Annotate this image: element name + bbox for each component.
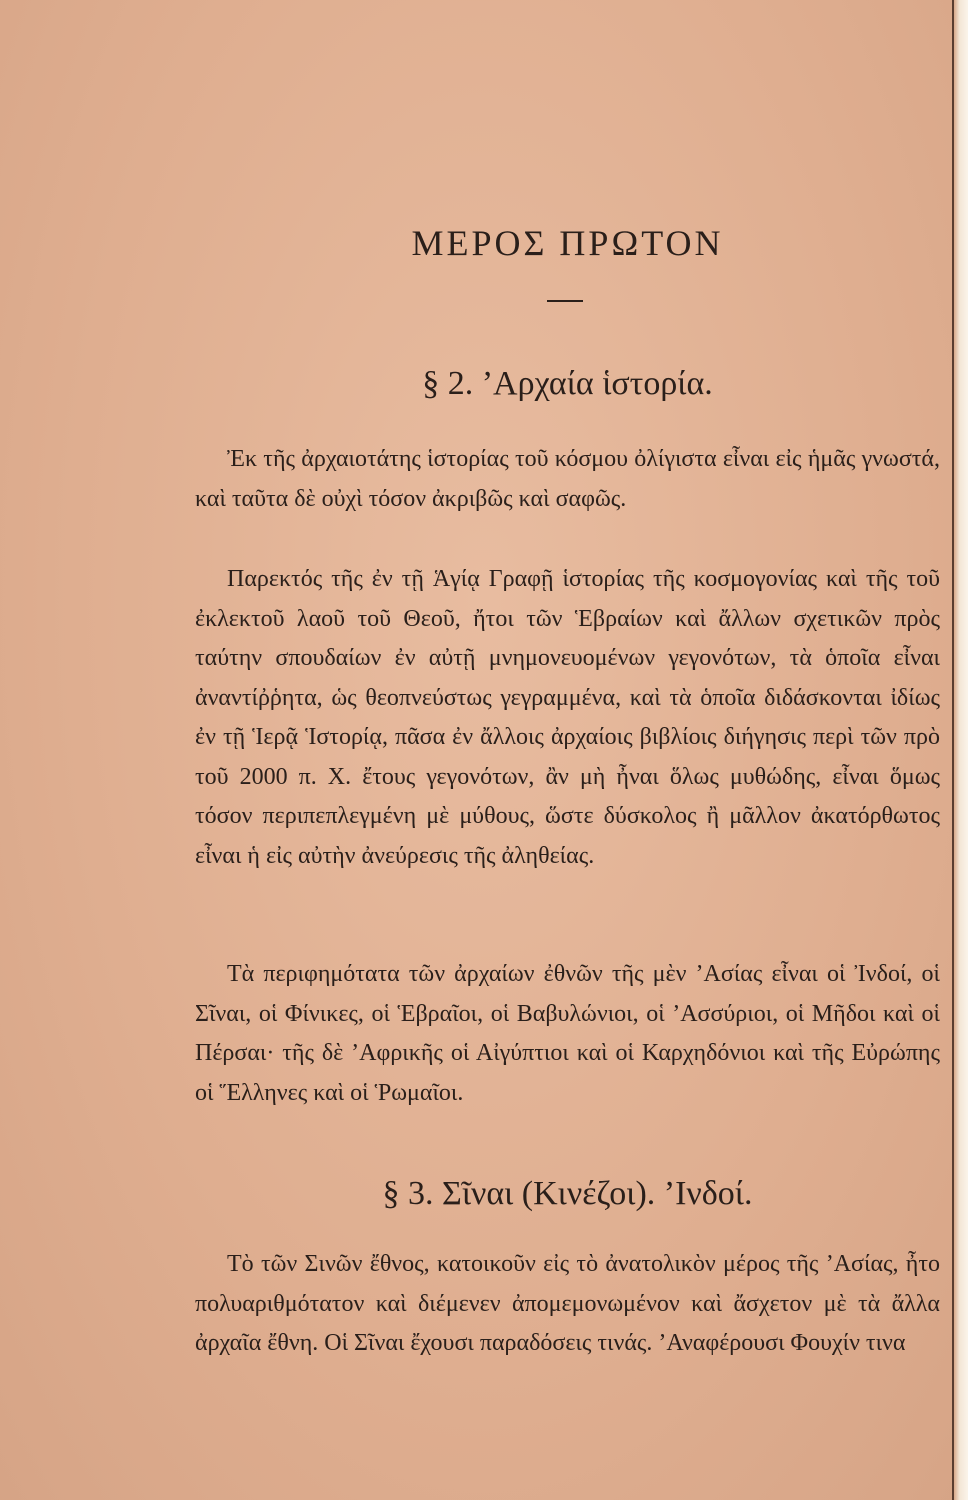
section-heading-2: § 2. ’Αρχαία ἱστορία.	[422, 365, 713, 402]
paragraph: Ἐκ τῆς ἀρχαιοτάτης ἱστορίας τοῦ κόσμου ὀλίγιστα εἶναι εἰς ἡμᾶς γνωστά, καὶ ταῦτα δὲ οὐχὶ τόσον ἀκριβῶς καὶ σαφῶς.	[195, 446, 940, 512]
page-edge	[952, 0, 968, 1500]
paragraph: Τὸ τῶν Σινῶν ἔθνος, κατοικοῦν εἰς τὸ ἀνατολικὸν μέρος τῆς ’Ασίας, ἦτο πολυαριθμότατον καὶ διέμενεν ἀπομεμονωμένον καὶ ἄσχετον μὲ τὰ ἄλλα ἀρχαῖα ἔθνη. Οἱ Σῖναι ἔχουσι παραδόσεις τινάς. ’Αναφέρουσι Φουχίν τινα	[195, 1251, 940, 1356]
part-title: ΜΕΡΟΣ ΠΡΩΤΟΝ	[411, 223, 724, 263]
section-heading-3: § 3. Σῖναι (Κινέζοι). ’Ινδοί.	[382, 1175, 753, 1212]
title-rule	[547, 300, 583, 302]
paragraph: Τὰ περιφημότατα τῶν ἀρχαίων ἐθνῶν τῆς μὲν ’Ασίας εἶναι οἱ Ἰνδοί, οἱ Σῖναι, οἱ Φίνικες, οἱ Ἑβραῖοι, οἱ Βαβυλώνιοι, οἱ ’Ασσύριοι, οἱ Μῆδοι καὶ οἱ Πέρσαι· τῆς δὲ ’Αφρικῆς οἱ Αἰγύπτιοι καὶ οἱ Καρχηδόνιοι καὶ τῆς Εὐρώπης οἱ Ἕλληνες καὶ οἱ Ῥωμαῖοι.	[195, 961, 940, 1106]
paragraph: Παρεκτός τῆς ἐν τῇ Ἁγίᾳ Γραφῇ ἱστορίας τῆς κοσμογονίας καὶ τῆς τοῦ ἐκλεκτοῦ λαοῦ τοῦ Θεοῦ, ἤτοι τῶν Ἑβραίων καὶ ἄλλων σχετικῶν πρὸς ταύτην σπουδαίων ἐν αὐτῇ μνημονευομένων γεγονότων, τὰ ὁποῖα εἶναι ἀναντίῤῥητα, ὡς θεοπνεύστως γεγραμμένα, καὶ τὰ ὁποῖα διδάσκονται ἰδίως ἐν τῇ Ἱερᾷ Ἱστορίᾳ, πᾶσα ἐν ἄλλοις ἀρχαίοις βιβλίοις διήγησις περὶ τῶν πρὸ τοῦ 2000 π. Χ. ἔτους γεγονότων, ἂν μὴ ἦναι ὅλως μυθώδης, εἶναι ὅμως τόσον περιπεπλεγμένη μὲ μύθους, ὥστε δύσκολος ἢ μᾶλλον ἀκατόρθωτος εἶναι ἡ εἰς αὐτὴν ἀνεύρεσις τῆς ἀληθείας.	[195, 566, 940, 869]
book-page	[195, 0, 940, 1500]
